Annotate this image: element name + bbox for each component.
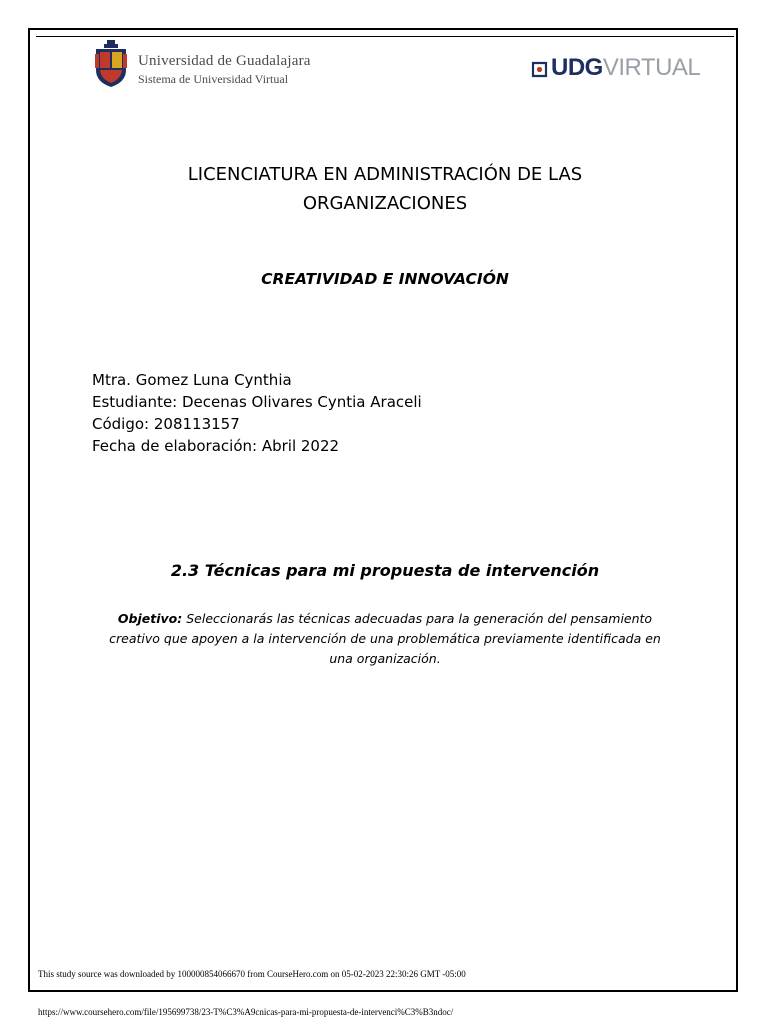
title-line-2: ORGANIZACIONES: [302, 193, 468, 214]
info-date: Fecha de elaboración: Abril 2022: [92, 437, 340, 455]
info-student: Estudiante: Decenas Olivares Cyntia Araceli: [92, 393, 422, 411]
objective: [100, 609, 670, 669]
udg-virtual-logo-light: VIRTUAL: [602, 54, 701, 81]
title-line-1: LICENCIATURA EN ADMINISTRACIÓN DE LAS: [187, 164, 583, 185]
info-teacher: Mtra. Gomez Luna Cynthia: [92, 371, 292, 389]
source-url[interactable]: https://www.coursehero.com/file/195699738/23-T%C3%A9cnicas-para-mi-propuesta-de-intervenci%C3%B3ndoc/: [38, 1007, 454, 1017]
info-code: Código: 208113157: [92, 415, 240, 433]
document-title: [130, 160, 640, 218]
section-title: 2.3 Técnicas para mi propuesta de intervención: [170, 561, 600, 580]
header-rule: [36, 36, 734, 37]
objective-label: Objetivo:: [117, 611, 183, 626]
udg-virtual-logo-bold: UDG: [551, 54, 603, 81]
udg-crest-logo: [93, 40, 129, 92]
udg-subtitle: Sistema de Universidad Virtual: [138, 72, 289, 86]
course-name: CREATIVIDAD E INNOVACIÓN: [261, 270, 509, 288]
author-info: [92, 369, 422, 457]
download-note: This study source was downloaded by 100000854066670 from CourseHero.com on 05-02-2023 22:30:26 GMT -05:00: [38, 969, 466, 979]
objective-text: Seleccionarás las técnicas adecuadas para la generación del pensamiento creativo que apoyen a la intervención de una problemática previamente identificada en una organización.: [109, 611, 661, 666]
udg-virtual-logo: [551, 54, 700, 82]
udg-virtual-logo-icon: [531, 61, 548, 82]
udg-name: Universidad de Guadalajara: [138, 53, 311, 69]
